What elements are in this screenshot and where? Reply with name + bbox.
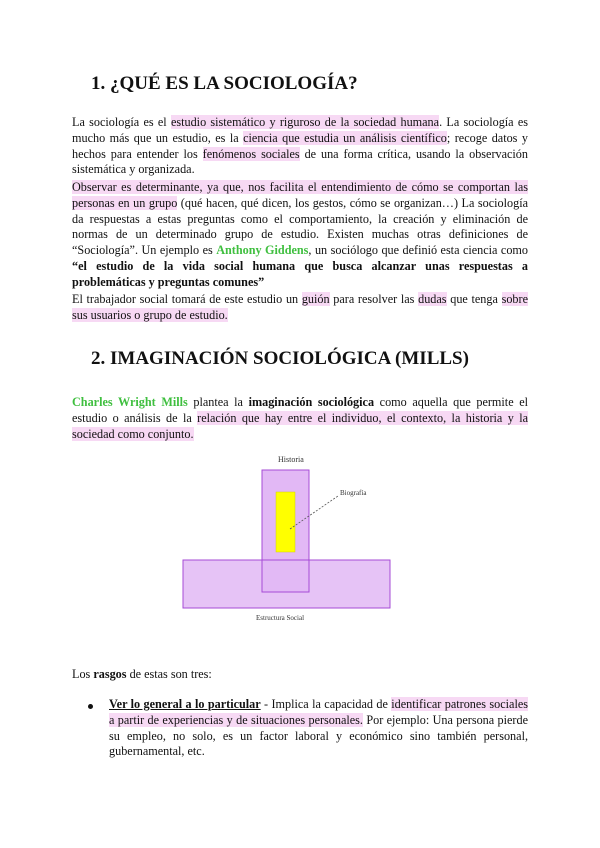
biografia-box	[276, 492, 295, 552]
section-1-paragraph-2	[72, 180, 528, 291]
highlight: guión	[301, 292, 330, 306]
highlight: sobre sus usuarios o grupo de estudio.	[72, 292, 528, 322]
text-run: . La sociología es mucho más que un estudio, es la	[72, 115, 528, 145]
label-estructura-social: Estructura Social	[256, 614, 305, 622]
sociological-imagination-diagram	[180, 450, 395, 625]
text-run: , un sociólogo que definió esta ciencia como	[308, 243, 529, 258]
rasgos-word: rasgos	[93, 667, 127, 681]
text-run: plantea la	[187, 395, 249, 409]
section-1-paragraph-1	[72, 115, 528, 178]
highlight: estudio sistemático y riguroso de la sociedad humana	[170, 115, 440, 129]
label-biografia: Biografía	[340, 489, 367, 497]
quote: “el estudio de la vida social humana que busca alcanzar unas respuestas a problemáticas y preguntas comunes”	[72, 258, 528, 289]
bullet-icon	[88, 704, 93, 709]
concept: imaginación sociológica	[248, 395, 375, 409]
highlight: relación que hay entre el individuo, el contexto, la historia y la sociedad como conjunto.	[72, 410, 528, 441]
section-2-paragraph-1	[72, 395, 528, 442]
text-run: (qué hacen, qué dicen, los gestos, cómo se organizan…) La sociología da respuestas a estas preguntas como el comportamiento, la creación y eliminación de normas de un determinado grupo de estudio. Existen muchas otras definiciones de “Sociología”. Un ejemplo es	[72, 195, 528, 258]
text-run: Por ejemplo: Una persona pierde su empleo, no solo, es un factor laboral y económico sino también personal, gubernamental, etc.	[109, 712, 528, 759]
highlight: fenómenos sociales	[202, 146, 300, 161]
text-run: - Implica la capacidad de	[260, 697, 392, 711]
text-run: Los	[72, 667, 94, 681]
bullet-title: Ver lo general a lo particular	[109, 697, 261, 711]
text-run: de una forma crítica, usando la observación sistemática y organizada.	[72, 146, 528, 177]
person-name: Anthony Giddens	[216, 243, 309, 258]
section-1-title: 1. ¿QUÉ ES LA SOCIOLOGÍA?	[91, 73, 358, 94]
highlight: dudas	[418, 292, 447, 306]
section-1-paragraph-3	[72, 292, 528, 324]
text-run: como aquella que permite el estudio o análisis de la	[72, 395, 529, 425]
rasgos-intro	[72, 667, 528, 683]
bullet-item-1	[109, 697, 528, 760]
text-run: El trabajador social tomará de este estudio un	[72, 292, 302, 306]
section-2-title: 2. IMAGINACIÓN SOCIOLÓGICA (MILLS)	[91, 348, 469, 369]
highlight: ciencia que estudia un análisis científico	[243, 130, 447, 145]
text-run: de estas son tres:	[126, 667, 212, 681]
text-run: para resolver las	[329, 292, 419, 306]
text-run: que tenga	[446, 292, 502, 306]
text-run: ; recoge datos y hechos para entender los	[72, 130, 528, 161]
label-historia: Historia	[278, 455, 304, 464]
person-name: Charles Wright Mills	[72, 395, 188, 409]
highlight: Observar es determinante, ya que, nos facilita el entendimiento de cómo se comportan las personas en un grupo	[72, 180, 528, 210]
text-run: La sociología es el	[72, 115, 171, 129]
highlight: identificar patrones sociales a partir de experiencias y de situaciones personales.	[109, 697, 528, 727]
estructura-social-bar	[183, 560, 390, 608]
